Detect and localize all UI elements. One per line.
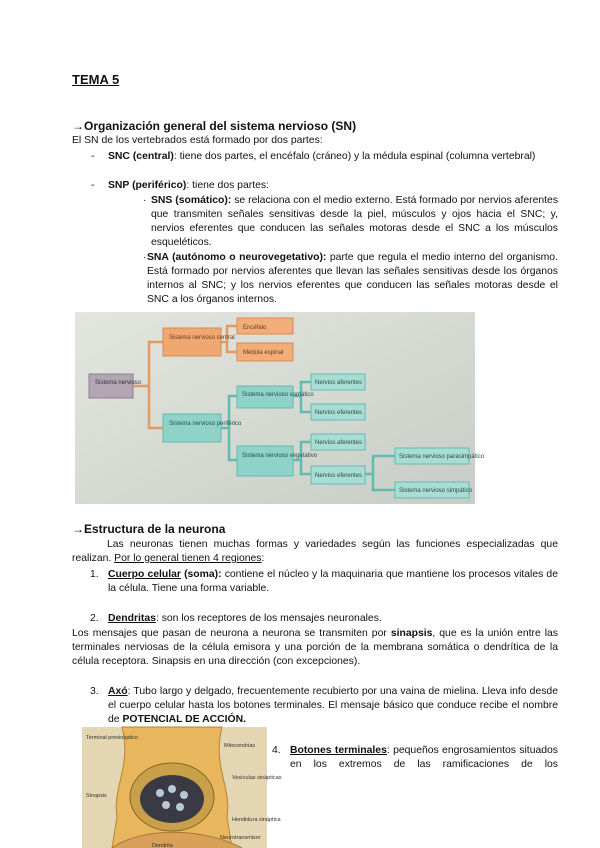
diagram-svg <box>75 312 485 504</box>
box-encefalo <box>237 318 293 334</box>
item4-text: : pequeños engrosamientos situados en los extremos de las ramificaciones de los <box>290 745 559 770</box>
sna-text: parte que regula el medio interno del organismo. Está formado por nervios aferentes que llevan las señales sensitivas desde los órganos internos al SNC; y los nervios eferentes que conducen las señales motoras desde el SNC a los órganos internos. <box>147 252 558 305</box>
item2 <box>108 612 382 626</box>
bullet-dash: - <box>91 151 95 162</box>
box-eferentes-label: Nervios eferentes <box>315 410 363 416</box>
box-eferentes2-label: Nervios eferentes <box>315 473 363 479</box>
box-aferentes-label: Nervios aferentes <box>315 380 363 386</box>
box-eferentes2 <box>311 466 365 484</box>
box-medula-label: Médula espinal <box>243 350 284 356</box>
label-neurotransmisor: Neurotransmisor <box>220 835 261 841</box>
synapse-a: Los mensajes que pasan de neurona a neurona se transmiten por <box>72 628 391 639</box>
item1-text: contiene el núcleo y la maquinaria que mantiene los procesos vitales de la célula. Tiene una forma variable. <box>108 569 558 594</box>
item2-number: 2. <box>90 613 99 624</box>
box-encefalo-label: Encéfalo <box>243 325 267 331</box>
synapse-c: , que es la unión entre las terminales nerviosas de la célula emisora y una porción de la membrana somática o dendrítica de la célula receptora. Sinapsis en una dirección (con excepciones). <box>72 628 558 667</box>
box-somatico-label: Sistema nervioso somático <box>242 392 314 398</box>
item3-text: : Tubo largo y delgado, frecuentemente recubierto por una vaina de mielina. Lleva info desde el cuerpo celular hasta los botones terminales. El mensaje básico que conduce recibe el nombre de <box>108 686 558 725</box>
neuron-intro-c: : <box>261 553 265 564</box>
box-medula <box>237 343 293 361</box>
neuron-intro-a: Las neuronas tienen muchas formas y variedades según las funciones especializadas que realizan. <box>72 539 558 564</box>
nervous-system-diagram <box>75 312 485 504</box>
sna-item <box>147 251 558 307</box>
snc-item <box>108 150 558 164</box>
label-terminal: Terminal presináptico <box>86 735 138 741</box>
middot: · <box>143 252 147 263</box>
snp-text: : tiene dos partes: <box>186 180 269 191</box>
page-title: TEMA 5 <box>72 72 120 87</box>
label-mitocondrias: Mitocondrias <box>224 743 256 749</box>
box-aferentes <box>311 374 365 390</box>
box-vegetativo-label: Sistema nervioso vegetativo <box>242 453 318 459</box>
item3-number: 3. <box>90 686 99 697</box>
sns-item <box>151 194 558 250</box>
synapse-diagram <box>82 727 282 848</box>
box-aferentes2-label: Nervios aferentes <box>315 440 363 446</box>
item1 <box>108 568 558 596</box>
item1-number: 1. <box>90 569 99 580</box>
section-heading-neurona: →Estructura de la neurona <box>72 522 226 536</box>
neuron-intro <box>72 538 558 566</box>
snp-label: SNP (periférico) <box>108 180 187 191</box>
snc-text: : tiene dos partes, el encéfalo (cráneo) y la médula espinal (columna vertebral) <box>173 151 536 162</box>
snc-label: SNC (central) <box>108 151 174 162</box>
item1-label: Cuerpo celular <box>108 569 181 580</box>
box-parasimpatico-label: Sistema nervioso parasimpático <box>399 454 485 460</box>
label-hendidura: Hendidura sináptica <box>232 817 281 823</box>
label-sinapsis: Sinapsis <box>86 793 107 799</box>
item2-label: Dendritas <box>108 613 156 624</box>
bullet-dash: - <box>91 180 95 191</box>
box-simpatico-label: Sistema nervioso simpático <box>399 488 473 494</box>
box-simpatico <box>395 482 473 498</box>
section-heading-organizacion: →Organización general del sistema nervioso (SN) <box>72 119 357 133</box>
item3-bold: POTENCIAL DE ACCIÓN. <box>122 714 246 725</box>
neuron-intro-b: Por lo general tienen 4 regiones <box>114 553 262 564</box>
item2-text: : son los receptores de los mensajes neuronales. <box>155 613 382 624</box>
sna-label: SNA (autónomo o neurovegetativo): <box>147 252 327 263</box>
box-central-label: Sistema nervioso central <box>169 335 235 341</box>
sns-text: se relaciona con el medio externo. Está formado por nervios aferentes que transmiten señales sensitivas desde la piel, músculos y ojos hacia el SNC; y, nervios eferentes que conducen las señales motoras desde el SNC a los músculos esqueléticos. <box>151 195 559 248</box>
synapse-paragraph <box>72 627 558 669</box>
item3 <box>108 685 558 727</box>
intro-text: El SN de los vertebrados está formado por dos partes: <box>72 135 323 146</box>
middot: · <box>143 195 147 206</box>
snp-item <box>108 179 269 193</box>
label-dendrita: Dendrita <box>152 843 173 848</box>
item4-label: Botones terminales <box>290 745 387 756</box>
label-vesiculas: Vesículas sinápticas <box>232 775 282 781</box>
item4 <box>290 744 558 772</box>
box-root-label: Sistema nervioso <box>95 380 142 386</box>
sns-label: SNS (somático): <box>151 195 232 206</box>
box-periferico-label: Sistema nervioso periférico <box>169 421 242 427</box>
item1-label2: (soma): <box>180 569 222 580</box>
box-eferentes <box>311 404 365 420</box>
item3-label: Axó <box>108 686 128 697</box>
item4-number: 4. <box>272 745 281 756</box>
box-aferentes2 <box>311 434 365 450</box>
synapse-svg <box>82 727 282 848</box>
synapse-b: sinapsis <box>390 628 433 639</box>
